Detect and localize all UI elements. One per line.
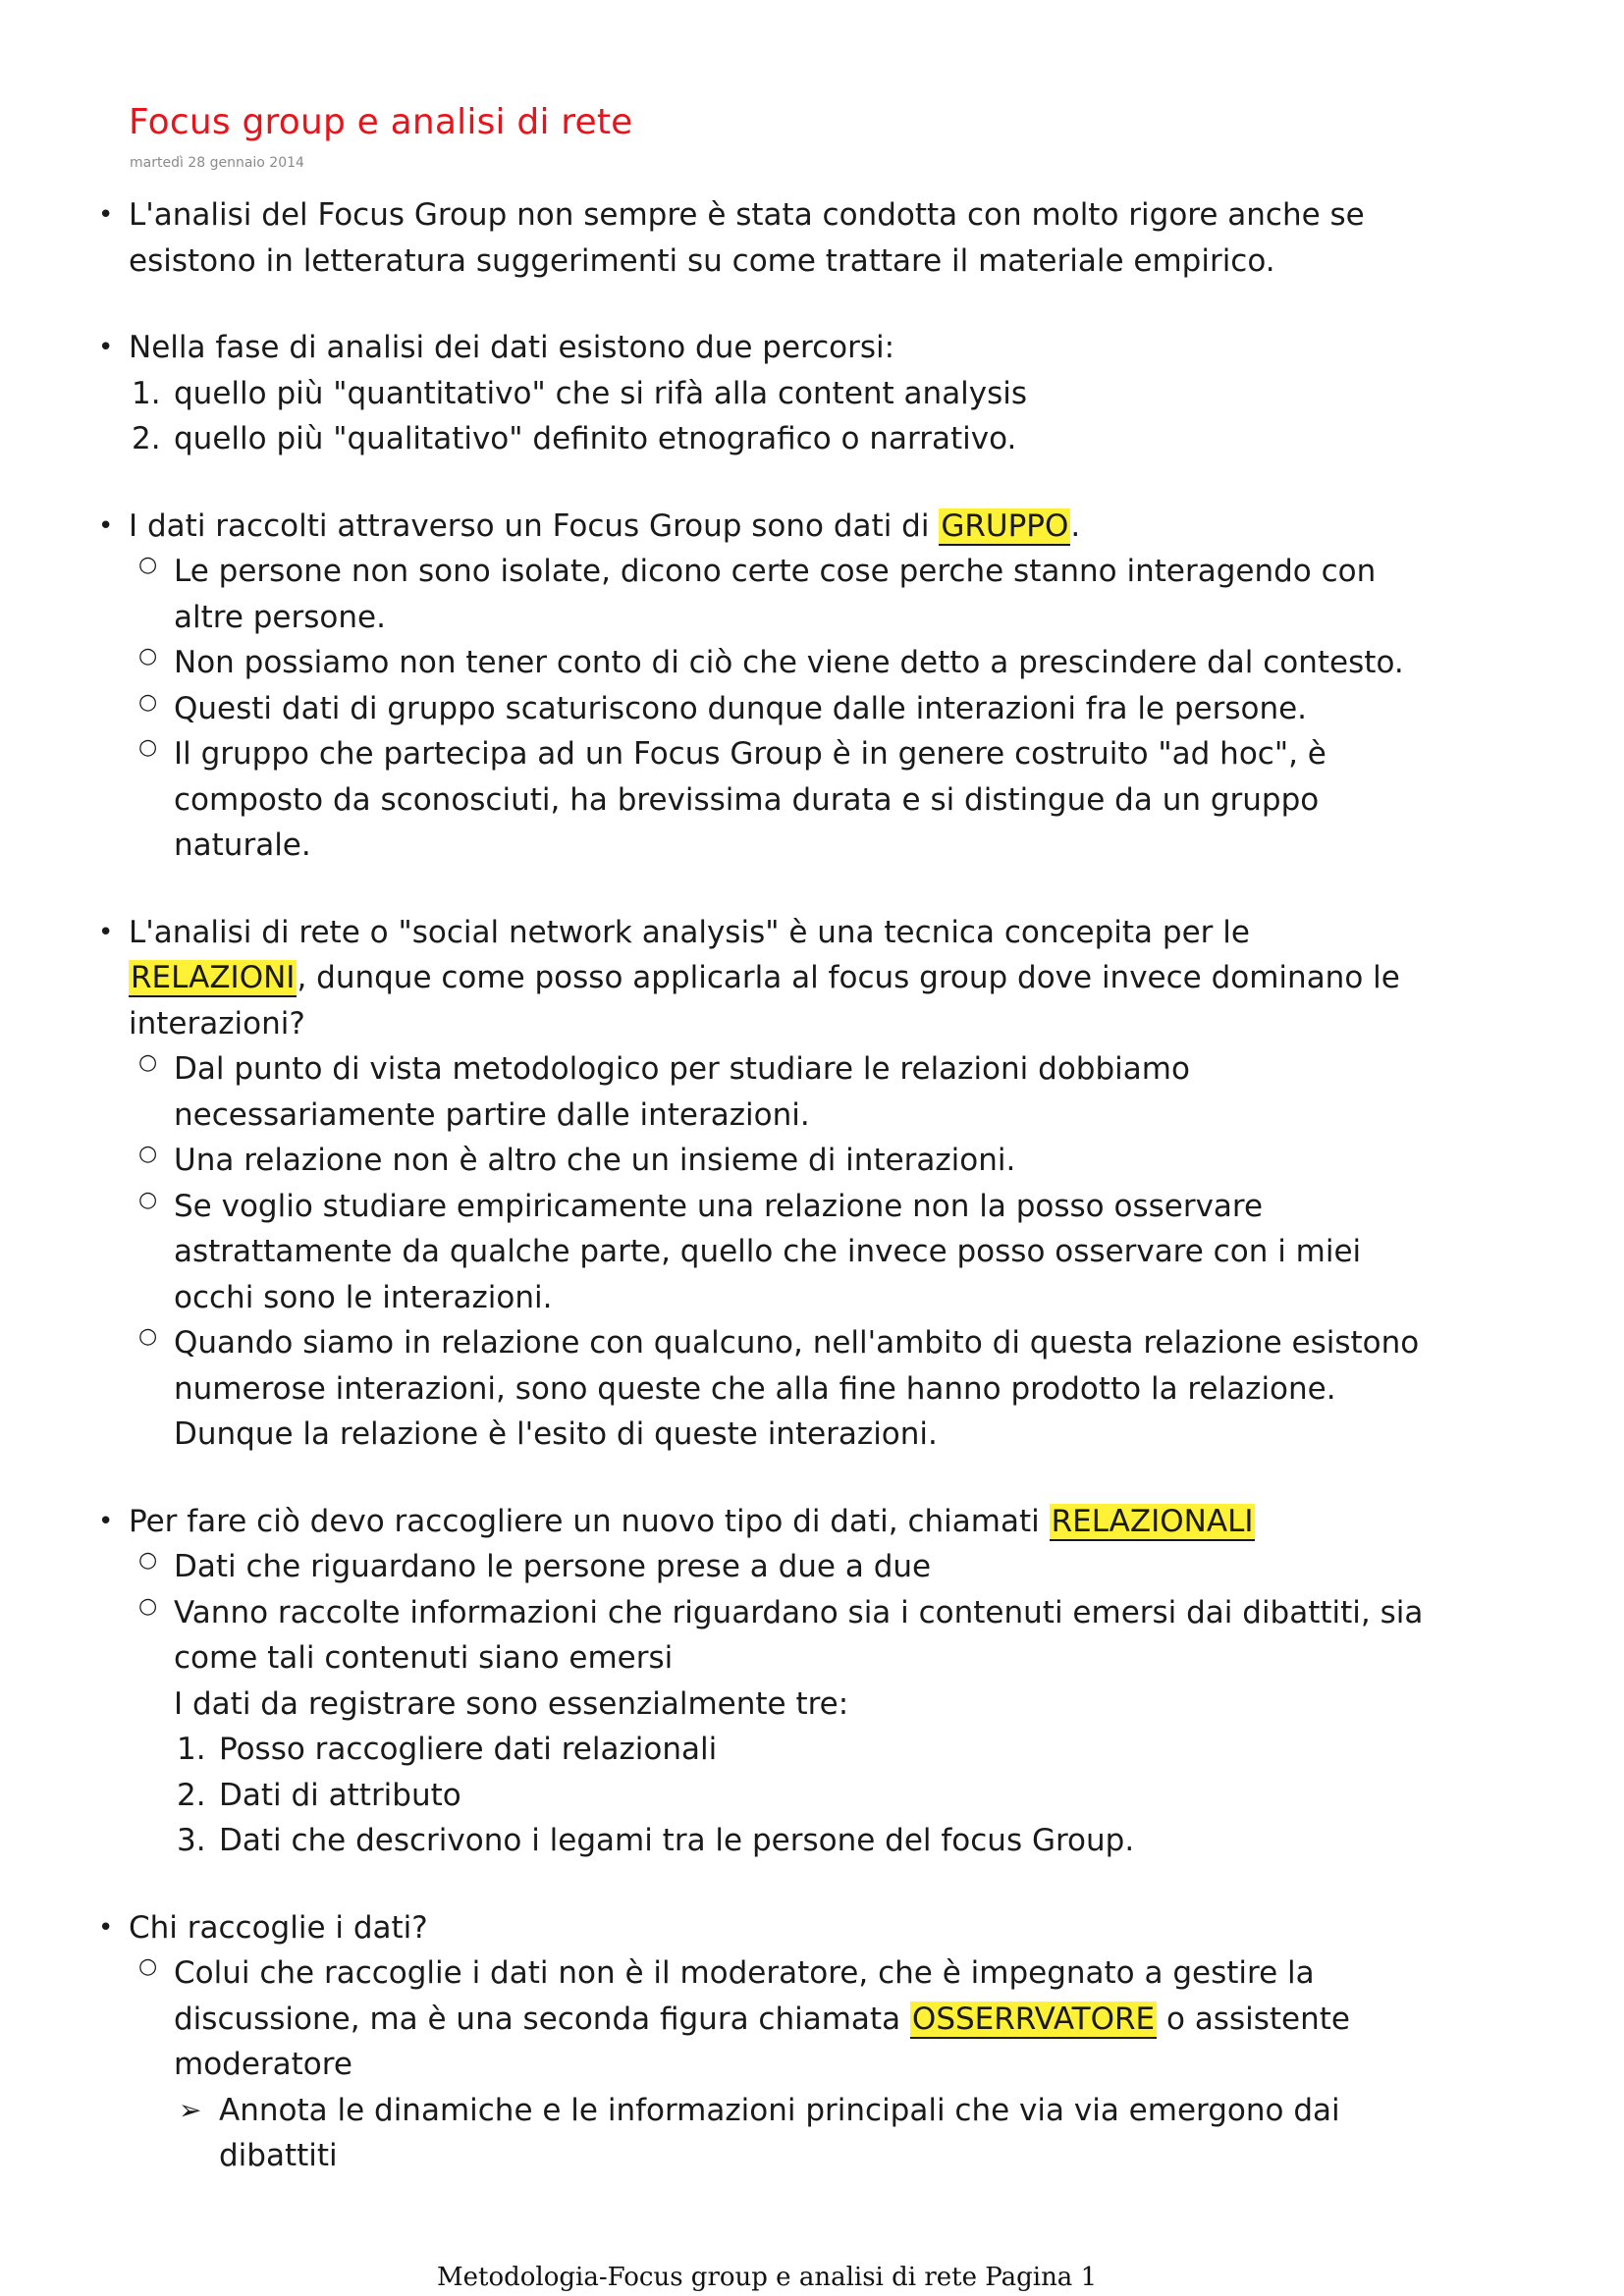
item-number: 2. — [177, 1777, 206, 1813]
sub-bullet-item — [94, 686, 1430, 732]
bullet-item — [94, 325, 1430, 371]
sub-bullet-text: Dal punto di vista metodologico per studiare le relazioni dobbiamo necessariamente partire dalle interazioni. — [174, 1051, 1190, 1133]
section-2 — [94, 325, 1430, 462]
section-5 — [94, 1499, 1430, 1864]
bullet-item — [94, 1905, 1430, 1951]
numbered-item — [94, 416, 1430, 462]
section-3 — [94, 504, 1430, 869]
arrow-item — [94, 2088, 1430, 2179]
circle-bullet-icon: ○ — [138, 1324, 158, 1349]
bullet-text-end: , dunque come posso applicarla al focus group dove invece dominano le interazioni? — [129, 960, 1400, 1041]
bullet-text: Chi raccoglie i dati? — [129, 1909, 428, 1946]
section-4 — [94, 910, 1430, 1458]
page-date: martedì 28 gennaio 2014 — [130, 155, 304, 171]
bullet-item — [94, 1499, 1430, 1545]
sub-bullet-item — [94, 1138, 1430, 1184]
numbered-item — [94, 1818, 1430, 1864]
highlight-osservatore: OSSERRVATORE — [911, 2001, 1156, 2037]
section-1 — [94, 192, 1430, 284]
page-title: Focus group e analisi di rete — [129, 102, 633, 142]
bullet-icon: • — [98, 1912, 114, 1943]
sub-bullet-text: Quando siamo in relazione con qualcuno, nell'ambito di questa relazione esistono numerose interazioni, sono queste che alla fine hanno prodotto la relazione. Dunque la relazione è l'esito di queste interazioni. — [174, 1325, 1420, 1452]
circle-bullet-icon: ○ — [138, 735, 158, 760]
highlight-gruppo: GRUPPO — [941, 507, 1069, 544]
circle-bullet-icon: ○ — [138, 553, 158, 577]
circle-bullet-icon: ○ — [138, 1548, 158, 1573]
sub-bullet-text: Vanno raccolte informazioni che riguardano sia i contenuti emersi dai dibattiti, sia come tali contenuti siano emersi — [174, 1594, 1424, 1676]
item-text: Dati di attributo — [219, 1777, 461, 1813]
circle-bullet-icon: ○ — [138, 1954, 158, 1979]
bullet-text: I dati raccolti attraverso un Focus Group sono dati di — [129, 507, 940, 544]
circle-bullet-icon: ○ — [138, 1593, 158, 1619]
note-body — [94, 192, 1430, 2220]
sub-bullet-item — [94, 731, 1430, 869]
item-text: quello più "qualitativo" definito etnografico o narrativo. — [174, 421, 1017, 456]
sub-bullet-text: Non possiamo non tener conto di ciò che viene detto a prescindere dal contesto. — [174, 645, 1404, 680]
circle-bullet-icon: ○ — [138, 1142, 158, 1166]
bullet-text-end: . — [1070, 507, 1081, 544]
sub-bullet-text: Una relazione non è altro che un insieme di interazioni. — [174, 1143, 1016, 1178]
circle-bullet-icon: ○ — [138, 644, 158, 668]
numbered-item — [94, 1727, 1430, 1773]
circle-bullet-icon: ○ — [138, 1187, 158, 1212]
circle-bullet-icon: ○ — [138, 689, 158, 715]
section-6 — [94, 1905, 1430, 2179]
sub-bullet-item — [94, 1590, 1430, 1682]
sub-bullet-item — [94, 640, 1430, 686]
bullet-icon: • — [98, 917, 114, 947]
item-text: Dati che descrivono i legami tra le persone del focus Group. — [219, 1823, 1135, 1858]
bullet-icon: • — [98, 1506, 114, 1536]
highlight-relazionali: RELAZIONALI — [1051, 1503, 1254, 1539]
bullet-text: Per fare ciò devo raccogliere un nuovo tipo di dati, chiamati — [129, 1503, 1050, 1539]
item-number: 2. — [132, 421, 161, 456]
bullet-text: Nella fase di analisi dei dati esistono due percorsi: — [129, 330, 895, 365]
highlight-relazioni: RELAZIONI — [131, 960, 296, 995]
numbered-item — [94, 371, 1430, 417]
bullet-item — [94, 910, 1430, 1047]
item-text: quello più "quantitativo" che si rifà alla content analysis — [174, 375, 1028, 411]
arrow-item-text: Annota le dinamiche e le informazioni principali che via via emergono dai dibattiti — [219, 2092, 1340, 2173]
sub-bullet-text-end: o assistente moderatore — [174, 2001, 1350, 2082]
bullet-icon: • — [98, 200, 114, 230]
sub-bullet-item — [94, 1320, 1430, 1458]
item-number: 1. — [132, 375, 161, 411]
bullet-item — [94, 192, 1430, 284]
circle-bullet-icon: ○ — [138, 1050, 158, 1075]
bullet-item — [94, 504, 1430, 550]
sub-bullet-text: Le persone non sono isolate, dicono certe cose perche stanno interagendo con altre persone. — [174, 554, 1377, 635]
sub-bullet-text: Questi dati di gruppo scaturiscono dunque dalle interazioni fra le persone. — [174, 690, 1308, 726]
sub-bullet-item — [94, 1046, 1430, 1138]
item-number: 1. — [177, 1732, 206, 1767]
sub-bullet-item — [94, 1950, 1430, 2088]
sub-bullet-text: Dati che riguardano le persone prese a due a due — [174, 1549, 932, 1584]
arrow-bullet-icon: ➢ — [179, 2093, 202, 2126]
sub-bullet-item — [94, 549, 1430, 640]
bullet-text: L'analisi di rete o "social network analysis" è una tecnica concepita per le — [129, 914, 1250, 950]
numbered-item — [94, 1773, 1430, 1819]
item-text: Posso raccogliere dati relazionali — [219, 1732, 718, 1767]
sub-bullet-text: Il gruppo che partecipa ad un Focus Group è in genere costruito "ad hoc", è composto da sconosciuti, ha brevissima durata e si distingue da un gruppo naturale. — [174, 736, 1326, 863]
bullet-text: L'analisi del Focus Group non sempre è stata condotta con molto rigore anche se esistono in letteratura suggerimenti su come trattare il materiale empirico. — [129, 197, 1365, 279]
item-number: 3. — [177, 1823, 206, 1858]
page-footer: Metodologia-Focus group e analisi di rete Pagina 1 — [437, 2263, 1098, 2292]
sub-bullet-item — [94, 1184, 1430, 1321]
bullet-icon: • — [98, 510, 114, 541]
sub-text: I dati da registrare sono essenzialmente tre: — [174, 1685, 849, 1722]
bullet-icon: • — [98, 333, 114, 362]
sub-bullet-item — [94, 1544, 1430, 1590]
sub-bullet-text: Se voglio studiare empiricamente una relazione non la posso osservare astrattamente da qualche parte, quello che invece posso osservare con i miei occhi sono le interazioni. — [174, 1188, 1362, 1315]
sub-bullet-text: Colui che raccoglie i dati non è il moderatore, che è impegnato a gestire la discussione, ma è una seconda figura chiamata — [174, 1955, 1315, 2037]
